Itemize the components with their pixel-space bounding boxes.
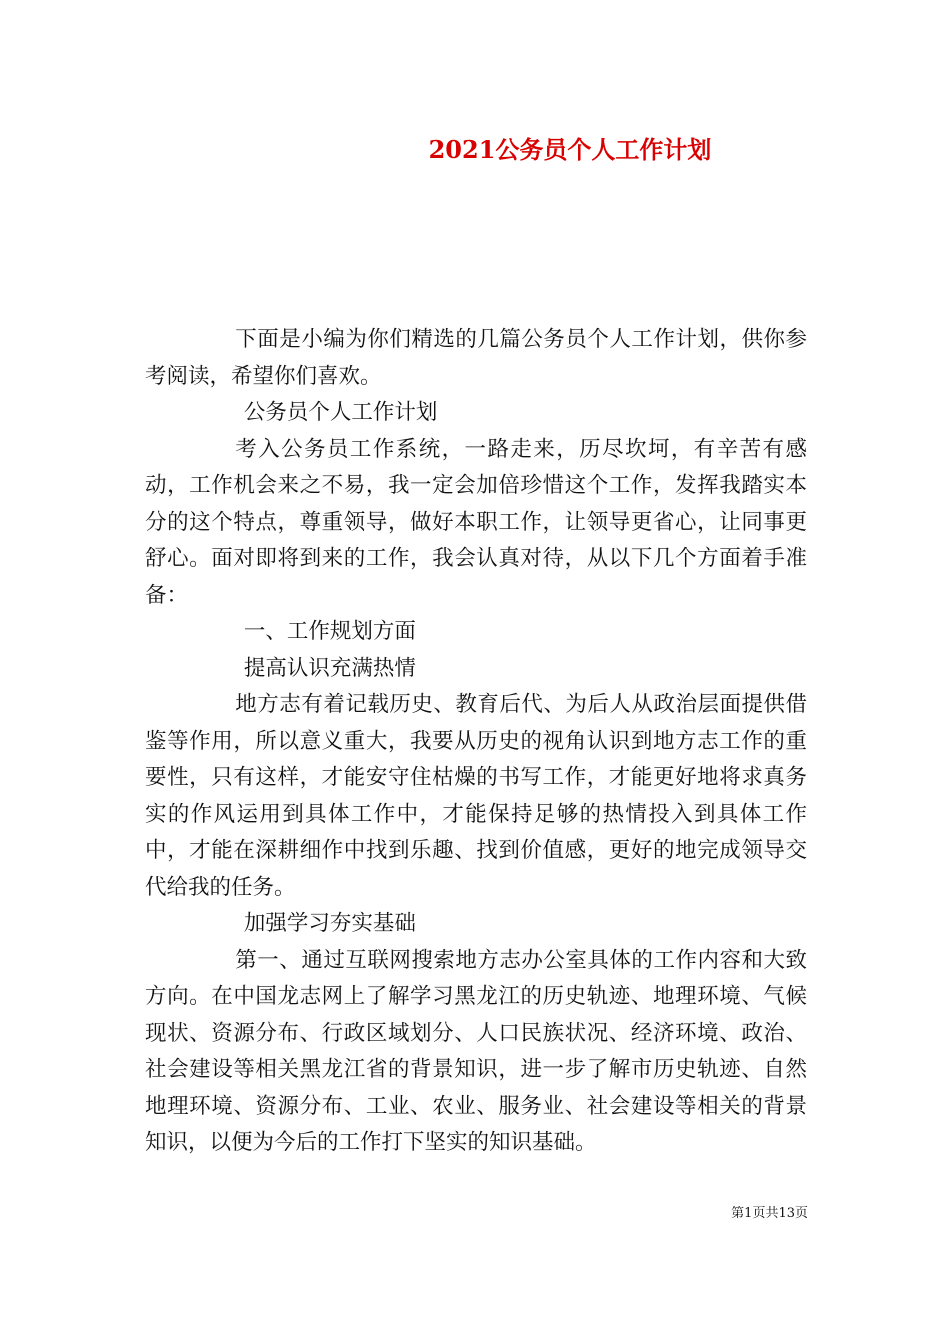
paragraph-learning: 第一、通过互联网搜索地方志办公室具体的工作内容和大致方向。在中国龙志网上了解学习黑龙江的历史轨迹、地理环境、气候现状、资源分布、行政区域划分、人口民族状况、经济环境、政治、社会建设等相关黑龙江省的背景知识，进一步了解市历史轨迹、自然地理环境、资源分布、工业、农业、服务业、社会建设等相关的背景知识，以便为今后的工作打下坚实的知识基础。	[145, 947, 807, 1155]
document-body	[145, 322, 807, 1162]
subheading-awareness: 提高认识充满热情	[243, 655, 416, 681]
section-heading-work-planning: 一、工作规划方面	[243, 619, 416, 644]
subheading-learning: 加强学习夯实基础	[243, 911, 416, 936]
section-heading-plan: 公务员个人工作计划	[243, 400, 438, 425]
page-number: 第1页共13页	[731, 1206, 808, 1221]
paragraph-awareness: 地方志有着记载历史、教育后代、为后人从政治层面提供借鉴等作用，所以意义重大，我要从历史的视角认识到地方志工作的重要性，只有这样，才能安守住枯燥的书写工作，才能更好地将求真务实的作风运用到具体工作中，才能保持足够的热情投入到具体工作中，才能在深耕细作中找到乐趣、找到价值感，更好的地完成领导交代给我的任务。	[145, 692, 807, 900]
paragraph-overview: 考入公务员工作系统，一路走来，历尽坎坷，有辛苦有感动，工作机会来之不易，我一定会加倍珍惜这个工作，发挥我踏实本分的这个特点，尊重领导，做好本职工作，让领导更省心，让同事更舒心。面对即将到来的工作，我会认真对待，从以下几个方面着手准备：	[145, 436, 807, 608]
paragraph-intro: 下面是小编为你们精选的几篇公务员个人工作计划，供你参考阅读，希望你们喜欢。	[145, 327, 807, 389]
document-title: 2021公务员个人工作计划	[428, 135, 712, 164]
